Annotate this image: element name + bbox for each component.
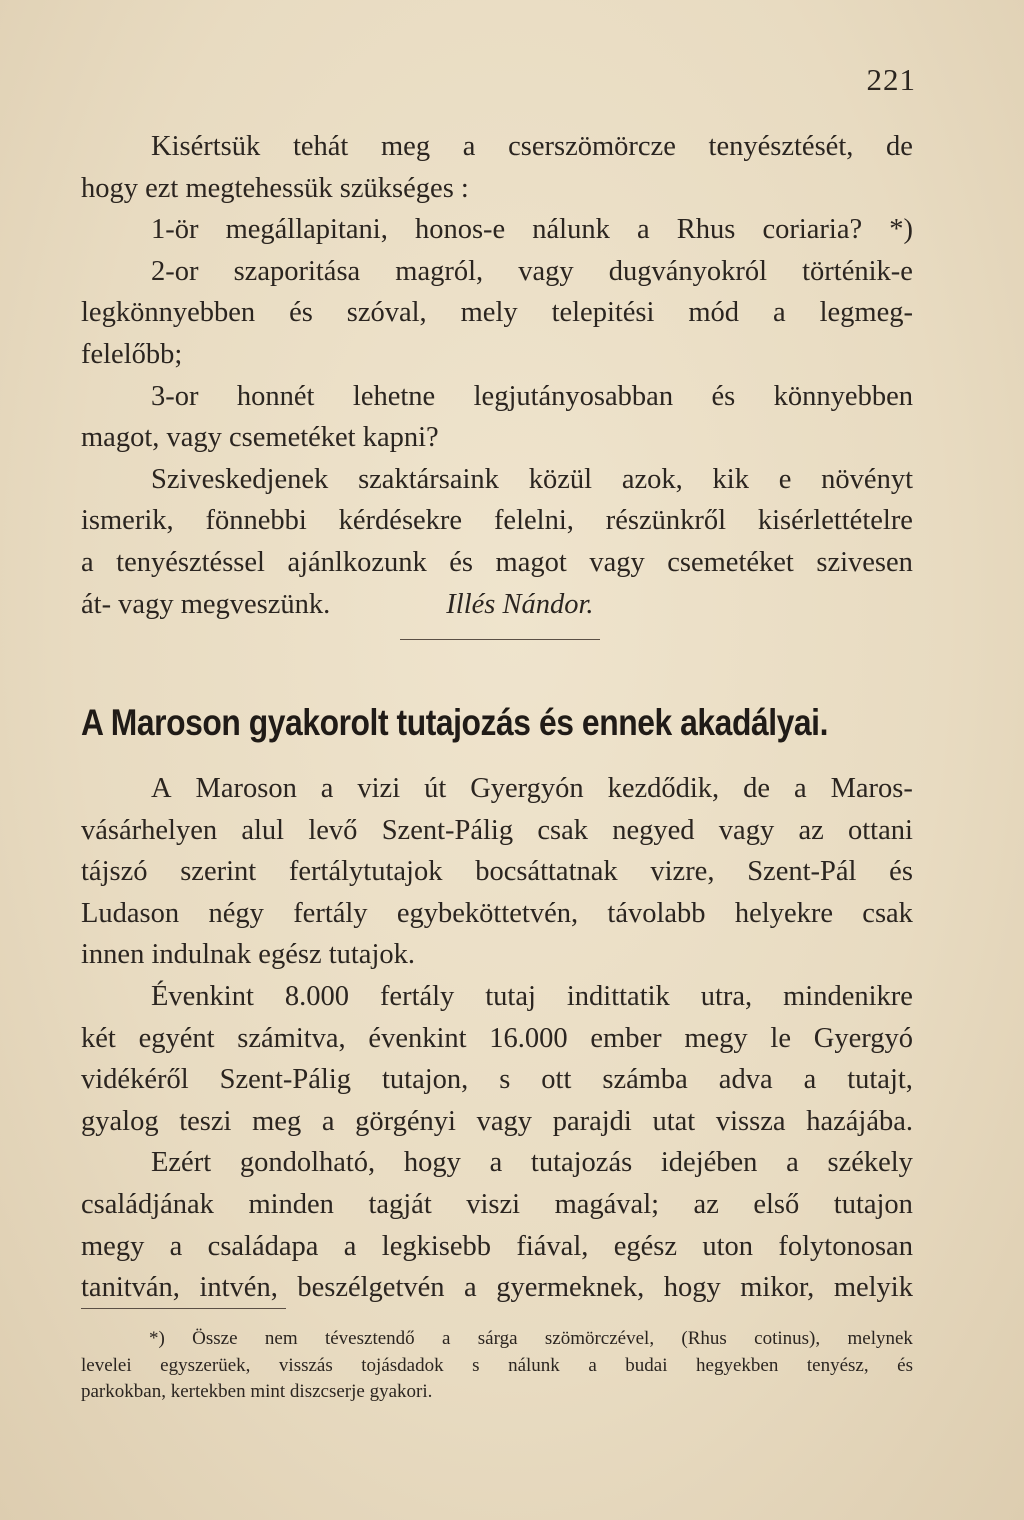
footnote-line: *) Össze nem tévesztendő a sárga szömörczével, (Rhus cotinus), melynek	[149, 1328, 913, 1349]
text-line: magot, vagy csemetéket kapni?	[81, 422, 439, 454]
text-line: családjának minden tagját viszi magával; az első tutajon	[81, 1188, 913, 1220]
text-line: Ezért gondolható, hogy a tutajozás idejében a székely	[151, 1147, 913, 1179]
footnote	[81, 1326, 913, 1406]
text-line: Sziveskedjenek szaktársaink közül azok, kik e növényt	[151, 463, 913, 495]
text-line: 1-ör megállapitani, honos-e nálunk a Rhus coriaria? *)	[151, 214, 913, 246]
text-line: 2-or szaporitása magról, vagy dugványokról történik-e	[151, 255, 913, 287]
footnote-rule	[81, 1308, 286, 1309]
text-line: legkönnyebben és szóval, mely telepitési mód a legmeg-	[81, 297, 913, 329]
footnote-line: parkokban, kertekben mint diszcserje gyakori.	[81, 1381, 433, 1402]
text-line: Ludason négy fertály egybeköttetvén, távolabb helyekre csak	[81, 897, 913, 929]
text-line: megy a családapa a legkisebb fiával, egész uton folytonosan	[81, 1230, 913, 1262]
letter-paragraphs	[81, 126, 913, 625]
section-title: A Maroson gyakorolt tutajozás és ennek akadályai.	[81, 702, 829, 743]
section-divider	[400, 639, 600, 640]
text-line: tanitván, intvén, beszélgetvén a gyermeknek, hogy mikor, melyik	[81, 1272, 913, 1304]
footnote-line: levelei egyszerüek, visszás tojásdadok s nálunk a budai hegyekben tenyész, és	[81, 1354, 913, 1376]
text-line: felelőbb;	[81, 338, 183, 370]
text-line: hogy ezt megtehessük szükséges :	[81, 172, 469, 204]
text-line: vásárhelyen alul levő Szent-Pálig csak negyed vagy az ottani	[81, 814, 913, 846]
text-line: ismerik, fönnebbi kérdésekre felelni, részünkről kisérlettételre	[81, 505, 913, 537]
text-line: innen indulnak egész tutajok.	[81, 939, 415, 971]
text-line: vidékéről Szent-Pálig tutajon, s ott számba adva a tutajt,	[81, 1064, 913, 1096]
author-signature: Illés Nándor.	[446, 588, 594, 620]
text-line: a tenyésztéssel ajánlkozunk és magot vagy csemetéket szivesen	[81, 546, 913, 578]
text-line: A Maroson a vizi út Gyergyón kezdődik, de a Maros-	[151, 773, 913, 804]
closing-line-row	[81, 584, 913, 626]
text-line: 3-or honnét lehetne legjutányosabban és könnyebben	[151, 380, 913, 412]
text-line: tájszó szerint fertálytutajok bocsáttatnak vizre, Szent-Pál és	[81, 856, 913, 888]
closing-line: át- vagy megveszünk.	[81, 588, 331, 620]
text-line: Évenkint 8.000 fertály tutaj indittatik utra, mindenikre	[151, 980, 913, 1012]
text-line: Kisértsük tehát meg a cserszömörcze tenyésztését, de	[151, 131, 913, 162]
page-number: 221	[866, 62, 916, 97]
text-line: két egyént számitva, évenkint 16.000 ember megy le Gyergyó	[81, 1022, 913, 1054]
article-body	[81, 768, 913, 1309]
text-line: gyalog teszi meg a görgényi vagy parajdi utat vissza hazájába.	[81, 1105, 913, 1137]
